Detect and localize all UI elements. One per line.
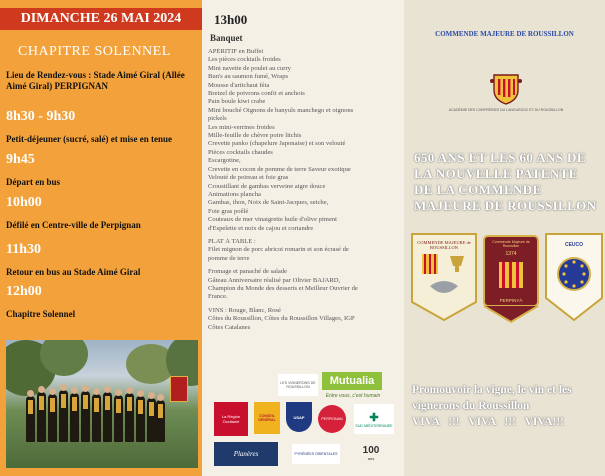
occitanie-text-1: La Région: [221, 414, 241, 419]
planeres-text: Planères: [233, 450, 259, 458]
menu-line: Gâteau Anniversaire réalisé par Olivier BAJARD,: [208, 276, 341, 284]
event-label: Défilé en Centre-ville de Perpignan: [6, 220, 141, 230]
banner-icon: [170, 376, 188, 402]
organization-title: COMMENDE MAJEURE DE ROUSSILLON: [435, 30, 574, 38]
credit-agricole-text: SUD MÉDITERRANÉE: [355, 423, 393, 428]
credit-agricole-logo: [354, 404, 394, 434]
menu-line: pickels: [208, 115, 227, 123]
menu-line: Les mini-verrines froides: [208, 123, 275, 131]
vignerons-logo: [278, 374, 318, 396]
event-time: 9h45: [6, 152, 35, 167]
conseil-text-1: CONSEIL: [259, 414, 275, 418]
banner-2-city: PERPINYÀ: [499, 297, 523, 303]
viva-line: VIVA !!! VIVA !!! VIVA!!!: [412, 416, 565, 428]
sponsor-logos: [208, 372, 400, 472]
pyrenees-logo: [292, 444, 340, 464]
centenaire-number: 100: [362, 445, 380, 456]
schedule-panel: [0, 0, 202, 476]
menu-line: Velouté de poireau et foie gras: [208, 174, 289, 182]
date-banner: DIMANCHE 26 MAI 2024: [0, 8, 202, 30]
menu-line: Couteaux de mer vinaigrette huile d'olive piment: [208, 216, 337, 224]
menu-line: Crevette panko (chapelure Japonaise) et son velouté: [208, 140, 346, 148]
menu-line: Pain boule kiwi crabe: [208, 98, 266, 106]
event-label: Départ en bus: [6, 177, 61, 187]
menu-line: APÉRITIF en Buffet: [208, 48, 264, 55]
credit-agricole-icon: ✚: [369, 411, 379, 424]
event-time: 12h00: [6, 284, 42, 299]
planeres-logo: [214, 442, 278, 466]
menu-line: Champion du Monde des desserts et Meilleur Ouvrier de: [208, 284, 358, 292]
menu-line: Fromage et panaché de salade: [208, 268, 288, 276]
menu-line: Pièces cocktails chaudes: [208, 148, 273, 156]
banner-1-title: COMMENDE MAJEURE de ROUSSILLON: [417, 240, 471, 250]
menu-line: Côtes Catalanes: [208, 323, 251, 331]
group-photo: [6, 340, 198, 468]
menu-line: Côtes du Roussillon, Côtes du Roussillon Villages, IGP: [208, 315, 355, 323]
menu-line: Gambas, thon, Noix de Saint-Jacques, seiche,: [208, 199, 329, 207]
menu-line: Bun's au saumon fumé, Wraps: [208, 73, 289, 81]
mutualia-tagline: Entre vous, c'est humain: [325, 392, 381, 399]
menu-line: PLAT À TABLE :: [208, 237, 256, 245]
menu-line: d'Espelette et noix de cajou et coriandre: [208, 224, 314, 232]
anniversary-headline: 650 ANS ET LES 60 ANS DE LA NOUVELLE PATENTE DE LA COMMENDE MAJEURE DE ROUSSILLON: [414, 150, 597, 213]
conseil-text-2: GÉNÉRAL: [258, 418, 276, 422]
event-time: 11h30: [6, 242, 42, 257]
menu-line: Mille-feuille de chèvre poire litchis: [208, 132, 302, 140]
event-time: 10h00: [6, 195, 42, 210]
mutualia-text: Mutualia: [329, 375, 375, 387]
banner-3-title: CEUCO: [564, 242, 584, 248]
event-label: Retour en bus au Stade Aimé Giral: [6, 267, 141, 277]
occitanie-logo: [214, 402, 248, 436]
event-label: Chapitre Solennel: [6, 309, 76, 319]
promo-line: Promouvoir la vigne, le vin et les vignerons du Roussillon: [412, 384, 572, 412]
usap-text: USAP: [293, 414, 305, 420]
centenaire-text: ans: [367, 456, 375, 461]
confrerie-banners: [408, 232, 604, 324]
menu-panel: [202, 0, 404, 476]
info-panel: [404, 0, 605, 476]
menu-line: France.: [208, 293, 228, 301]
promo-text: [412, 382, 602, 430]
menu-list: [208, 48, 400, 332]
menu-line: Les pièces cocktails froides: [208, 56, 281, 64]
banner-2-year: 1374: [505, 251, 517, 257]
meeting-point: Lieu de Rendez-vous : Stade Aimé Giral (Allée Aimé Giral) PERPIGNAN: [6, 70, 185, 91]
perpignan-logo: [318, 405, 346, 433]
menu-line: pomme de terre: [208, 254, 250, 262]
usap-logo: [286, 402, 312, 432]
centenaire-logo: [356, 440, 386, 466]
event-label: Petit-déjeuner (sucré, salé) et mise en tenue: [6, 134, 173, 144]
menu-line: Bretzel de poivrons confit et anchois: [208, 90, 305, 98]
menu-line: Foie gras poêlé: [208, 207, 249, 215]
perpignan-text: PERPIGNAN: [321, 417, 343, 421]
conseil-general-logo: [254, 402, 280, 434]
occitanie-text-2: Occitanie: [222, 419, 240, 424]
menu-line: Escargotine,: [208, 157, 241, 165]
menu-line: VINS : Rouge, Blanc, Rosé: [208, 306, 281, 314]
menu-line: Croustillant de gambas verveine aigre douce: [208, 182, 326, 190]
crest-icon: [490, 72, 522, 106]
banquet-time: 13h00: [214, 12, 248, 27]
menu-line: Mini navette de poulet au curry: [208, 64, 291, 72]
event-time: 8h30 - 9h30: [6, 109, 76, 124]
menu-line: Crevette en cocon de pomme de terre Saveur exotique: [208, 165, 351, 173]
banquet-title: Banquet: [210, 33, 243, 43]
pyrenees-text: PYRÉNÉES ORIENTALES: [294, 452, 338, 456]
mutualia-logo: [322, 372, 382, 390]
banner-2-title: Commende Majeure de Roussillon: [492, 240, 530, 248]
crest-caption: ACADÉMIE DES CONFRÉRIES DU LANGUEDOC ET DU ROUSSILLON: [448, 108, 564, 112]
menu-line: Filet mignon de porc abricot romarin et son écrasé de: [208, 246, 349, 254]
menu-line: Animations plancha: [208, 190, 261, 198]
chapter-title: CHAPITRE SOLENNEL: [18, 44, 171, 59]
menu-line: Mousse d'artichaut féta: [208, 81, 270, 89]
menu-line: Mini bouché Oignons de banyuls manchego et oignons: [208, 106, 354, 114]
vignerons-text: LES VIGNERONS DE ROUSSILLON: [280, 381, 316, 389]
